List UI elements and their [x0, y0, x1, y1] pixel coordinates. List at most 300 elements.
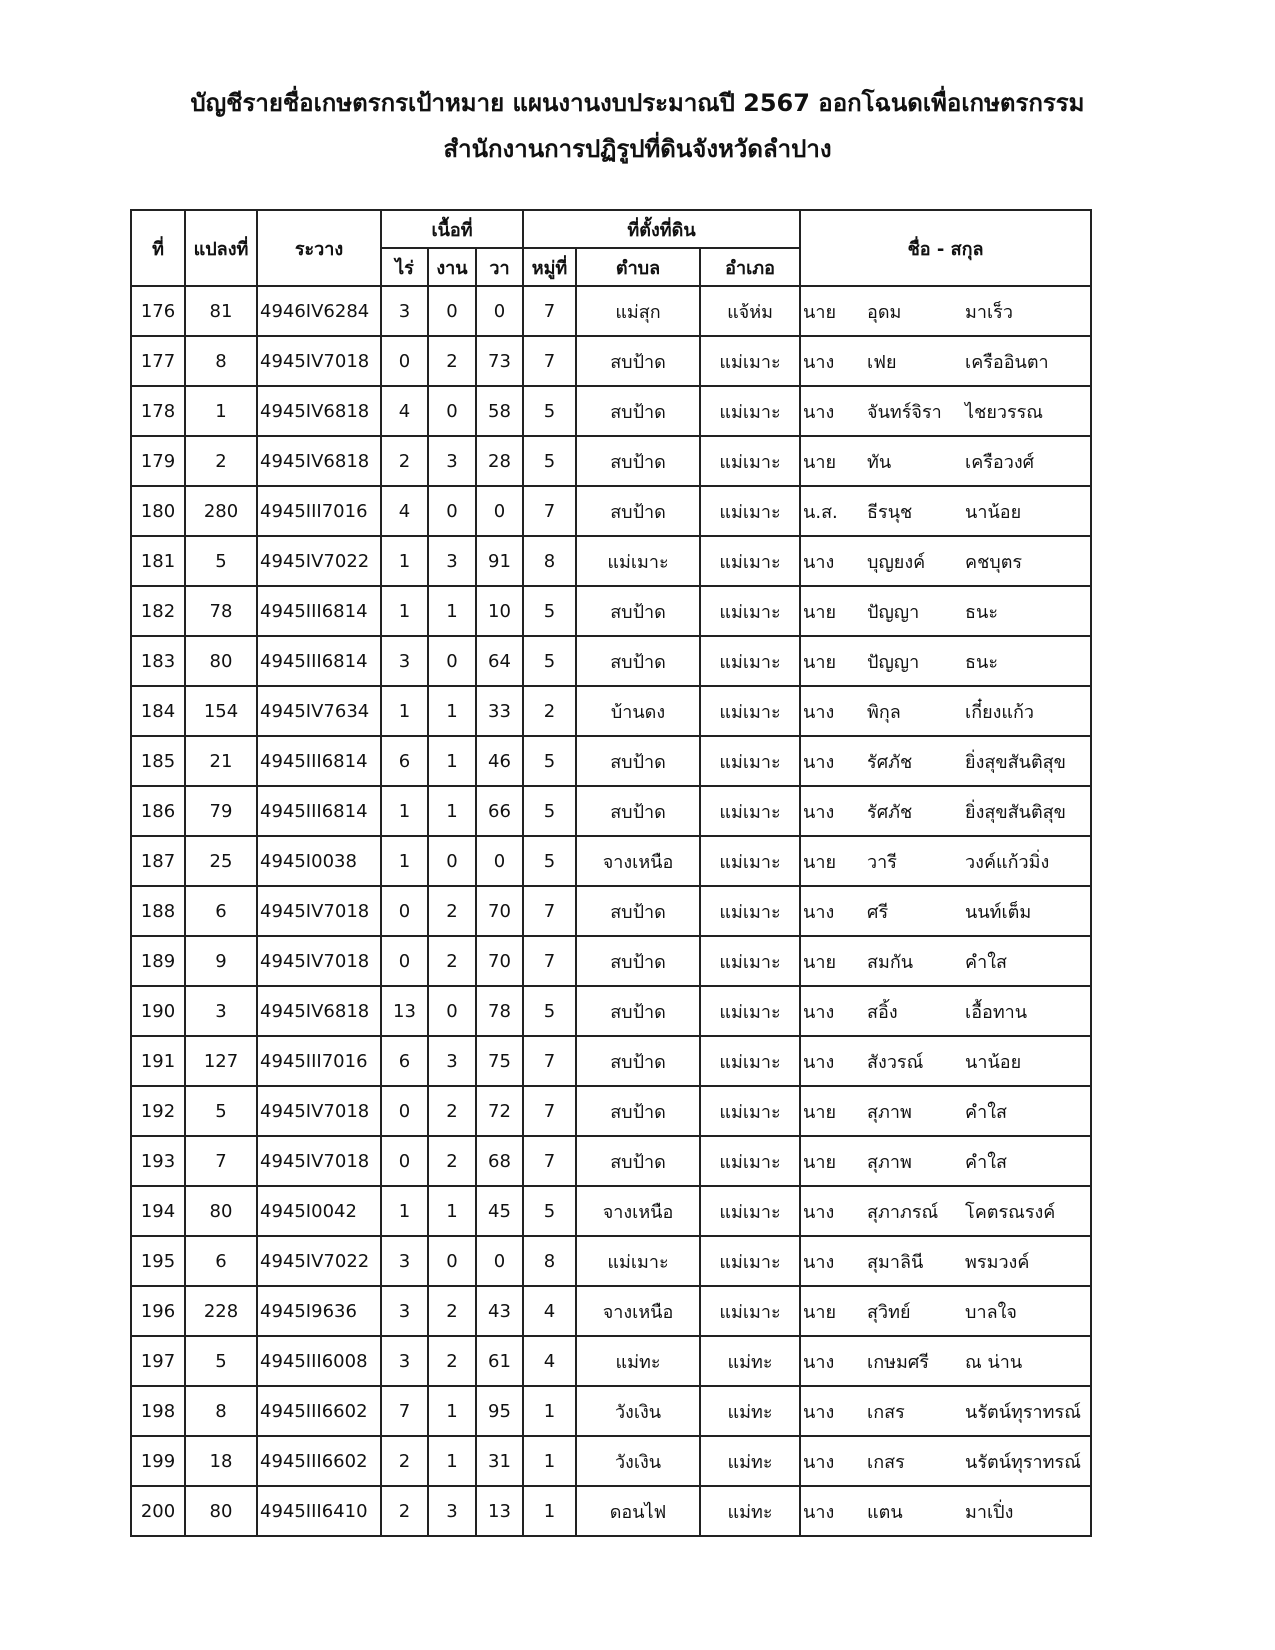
table-row: [131, 586, 1091, 636]
cell-moo: 7: [523, 336, 576, 386]
cell-wa: 0: [476, 486, 523, 536]
cell-tambon: วังเงิน: [576, 1386, 700, 1436]
cell-wa: 78: [476, 986, 523, 1036]
document-title: บัญชีรายชื่อเกษตรกรเป้าหมาย แผนงานงบประมาณปี 2567 ออกโฉนดเพื่อเกษตรกรรม: [190, 89, 1085, 117]
cell-tambon: สบป้าด: [576, 1086, 700, 1136]
cell-sheet: 4945III6602: [257, 1386, 381, 1436]
cell-amphoe: แม่เมาะ: [700, 486, 800, 536]
first-name: วารี: [867, 851, 897, 873]
table-row: [131, 1486, 1091, 1536]
cell-ngan: 0: [428, 986, 476, 1036]
cell-ngan: 3: [428, 1036, 476, 1086]
table-row: [131, 1336, 1091, 1386]
cell-tambon: สบป้าด: [576, 886, 700, 936]
cell-moo: 2: [523, 686, 576, 736]
table-row: [131, 536, 1091, 586]
cell-wa: 46: [476, 736, 523, 786]
cell-ngan: 1: [428, 686, 476, 736]
cell-tambon: สบป้าด: [576, 936, 700, 986]
last-name: คำใส: [965, 1101, 1007, 1123]
cell-tambon: สบป้าด: [576, 1036, 700, 1086]
last-name: เกี๋ยงแก้ว: [965, 701, 1035, 723]
cell-plot: 127: [185, 1036, 257, 1086]
name-prefix: นาง: [803, 351, 835, 373]
header-ngan: งาน: [428, 248, 476, 286]
last-name: บาลใจ: [965, 1301, 1017, 1323]
cell-tambon: สบป้าด: [576, 486, 700, 536]
cell-moo: 7: [523, 1136, 576, 1186]
cell-amphoe: แม่เมาะ: [700, 686, 800, 736]
cell-plot: 2: [185, 436, 257, 486]
cell-amphoe: แม่ทะ: [700, 1486, 800, 1536]
cell-sheet: 4945IV7018: [257, 886, 381, 936]
cell-sheet: 4945IV7018: [257, 336, 381, 386]
cell-amphoe: แม่เมาะ: [700, 886, 800, 936]
cell-amphoe: แม่เมาะ: [700, 1286, 800, 1336]
cell-amphoe: แม่เมาะ: [700, 1236, 800, 1286]
cell-amphoe: แม่เมาะ: [700, 436, 800, 486]
cell-plot: 1: [185, 386, 257, 436]
cell-plot: 8: [185, 336, 257, 386]
cell-no: 193: [131, 1136, 185, 1186]
cell-ngan: 2: [428, 1136, 476, 1186]
name-prefix: นาง: [803, 551, 835, 573]
table-row: [131, 1386, 1091, 1436]
table-row: [131, 286, 1091, 336]
cell-moo: 5: [523, 736, 576, 786]
first-name: เกษมศรี: [867, 1351, 929, 1373]
table-row: [131, 486, 1091, 536]
cell-amphoe: แม่ทะ: [700, 1386, 800, 1436]
cell-sheet: 4945III6602: [257, 1436, 381, 1486]
first-name: บุญยงค์: [867, 551, 926, 573]
cell-tambon: แม่ทะ: [576, 1336, 700, 1386]
cell-tambon: จางเหนือ: [576, 1186, 700, 1236]
cell-amphoe: แม่เมาะ: [700, 636, 800, 686]
table-row: [131, 936, 1091, 986]
cell-rai: 6: [381, 736, 428, 786]
cell-moo: 5: [523, 586, 576, 636]
cell-plot: 5: [185, 536, 257, 586]
cell-rai: 3: [381, 636, 428, 686]
cell-sheet: 4945III6814: [257, 786, 381, 836]
cell-wa: 64: [476, 636, 523, 686]
cell-sheet: 4945I9636: [257, 1286, 381, 1336]
last-name: ยิ่งสุขสันติสุข: [965, 801, 1066, 823]
cell-plot: 80: [185, 636, 257, 686]
first-name: รัศภัช: [867, 801, 913, 823]
cell-name: [800, 1286, 1091, 1336]
cell-amphoe: แม่เมาะ: [700, 986, 800, 1036]
cell-sheet: 4945III6008: [257, 1336, 381, 1386]
first-name: ปัญญา: [867, 601, 920, 623]
cell-sheet: 4945IV6818: [257, 386, 381, 436]
first-name: เกสร: [867, 1401, 905, 1423]
name-prefix: นาย: [803, 601, 837, 623]
cell-name: [800, 386, 1091, 436]
cell-no: 177: [131, 336, 185, 386]
cell-tambon: ดอนไฟ: [576, 1486, 700, 1536]
cell-no: 176: [131, 286, 185, 336]
cell-no: 179: [131, 436, 185, 486]
cell-ngan: 2: [428, 1086, 476, 1136]
cell-ngan: 0: [428, 1236, 476, 1286]
cell-plot: 81: [185, 286, 257, 336]
cell-name: [800, 886, 1091, 936]
cell-name: [800, 636, 1091, 686]
cell-sheet: 4945IV7018: [257, 1086, 381, 1136]
cell-sheet: 4946IV6284: [257, 286, 381, 336]
cell-name: [800, 686, 1091, 736]
last-name: นรัตน์ทุราทรณ์: [965, 1451, 1081, 1473]
cell-name: [800, 1336, 1091, 1386]
name-prefix: นาย: [803, 851, 837, 873]
first-name: รัศภัช: [867, 751, 913, 773]
header-rai: ไร่: [381, 248, 428, 286]
cell-no: 181: [131, 536, 185, 586]
cell-ngan: 0: [428, 486, 476, 536]
cell-name: [800, 1086, 1091, 1136]
cell-wa: 0: [476, 286, 523, 336]
cell-no: 178: [131, 386, 185, 436]
cell-moo: 5: [523, 1186, 576, 1236]
cell-no: 187: [131, 836, 185, 886]
cell-ngan: 0: [428, 636, 476, 686]
cell-rai: 3: [381, 1286, 428, 1336]
cell-no: 186: [131, 786, 185, 836]
cell-amphoe: แม่เมาะ: [700, 836, 800, 886]
first-name: สอิ้ง: [867, 1001, 898, 1023]
cell-amphoe: แม่ทะ: [700, 1436, 800, 1486]
cell-tambon: สบป้าด: [576, 586, 700, 636]
cell-tambon: สบป้าด: [576, 436, 700, 486]
cell-rai: 4: [381, 386, 428, 436]
cell-moo: 7: [523, 886, 576, 936]
cell-no: 195: [131, 1236, 185, 1286]
cell-sheet: 4945III6814: [257, 586, 381, 636]
cell-rai: 0: [381, 936, 428, 986]
name-prefix: นาย: [803, 1101, 837, 1123]
cell-moo: 7: [523, 1086, 576, 1136]
first-name: เฟย: [867, 351, 897, 373]
last-name: ธนะ: [965, 651, 999, 673]
cell-wa: 0: [476, 1236, 523, 1286]
cell-no: 189: [131, 936, 185, 986]
cell-name: [800, 286, 1091, 336]
cell-name: [800, 986, 1091, 1036]
table-row: [131, 686, 1091, 736]
name-prefix: นาง: [803, 1501, 835, 1523]
cell-plot: 25: [185, 836, 257, 886]
cell-wa: 68: [476, 1136, 523, 1186]
last-name: เอื้อทาน: [965, 1001, 1028, 1023]
cell-name: [800, 836, 1091, 886]
last-name: พรมวงค์: [965, 1251, 1030, 1273]
cell-rai: 3: [381, 1236, 428, 1286]
first-name: ปัญญา: [867, 651, 920, 673]
last-name: นาน้อย: [965, 501, 1022, 523]
cell-plot: 5: [185, 1336, 257, 1386]
cell-ngan: 0: [428, 836, 476, 886]
cell-wa: 70: [476, 886, 523, 936]
cell-rai: 13: [381, 986, 428, 1036]
first-name: ศรี: [867, 901, 889, 923]
cell-amphoe: แม่ทะ: [700, 1336, 800, 1386]
cell-plot: 79: [185, 786, 257, 836]
table-row: [131, 336, 1091, 386]
cell-rai: 6: [381, 1036, 428, 1086]
cell-amphoe: แม่เมาะ: [700, 586, 800, 636]
cell-wa: 58: [476, 386, 523, 436]
cell-amphoe: แม่เมาะ: [700, 936, 800, 986]
cell-amphoe: แม่เมาะ: [700, 786, 800, 836]
cell-moo: 1: [523, 1436, 576, 1486]
cell-name: [800, 936, 1091, 986]
last-name: ณ น่าน: [965, 1351, 1023, 1373]
cell-name: [800, 1486, 1091, 1536]
header-amphoe: อำเภอ: [700, 248, 800, 286]
cell-plot: 154: [185, 686, 257, 736]
cell-no: 197: [131, 1336, 185, 1386]
cell-ngan: 2: [428, 1336, 476, 1386]
table-row: [131, 386, 1091, 436]
cell-rai: 3: [381, 1336, 428, 1386]
cell-plot: 228: [185, 1286, 257, 1336]
cell-rai: 1: [381, 1186, 428, 1236]
cell-moo: 5: [523, 786, 576, 836]
header-location: ที่ตั้งที่ดิน: [523, 210, 800, 248]
cell-moo: 4: [523, 1286, 576, 1336]
cell-name: [800, 1136, 1091, 1186]
cell-plot: 7: [185, 1136, 257, 1186]
cell-moo: 8: [523, 536, 576, 586]
cell-moo: 8: [523, 1236, 576, 1286]
cell-tambon: แม่เมาะ: [576, 536, 700, 586]
table-row: [131, 636, 1091, 686]
cell-ngan: 3: [428, 536, 476, 586]
cell-tambon: สบป้าด: [576, 1136, 700, 1186]
cell-plot: 8: [185, 1386, 257, 1436]
name-prefix: นาย: [803, 651, 837, 673]
name-prefix: นาง: [803, 901, 835, 923]
last-name: มาเร็ว: [965, 301, 1013, 323]
cell-amphoe: แม่เมาะ: [700, 386, 800, 436]
cell-amphoe: แม่เมาะ: [700, 1186, 800, 1236]
cell-name: [800, 1236, 1091, 1286]
cell-ngan: 2: [428, 336, 476, 386]
cell-amphoe: แม่เมาะ: [700, 1036, 800, 1086]
table-row: [131, 1186, 1091, 1236]
cell-tambon: สบป้าด: [576, 636, 700, 686]
cell-wa: 28: [476, 436, 523, 486]
header-moo: หมู่ที่: [523, 248, 576, 286]
name-prefix: นาง: [803, 801, 835, 823]
cell-rai: 4: [381, 486, 428, 536]
cell-rai: 0: [381, 1136, 428, 1186]
table-body: [131, 286, 1091, 1536]
first-name: สุภาภรณ์: [867, 1201, 939, 1223]
first-name: จันทร์จิรา: [867, 401, 942, 423]
name-prefix: นาง: [803, 701, 835, 723]
table-row: [131, 786, 1091, 836]
cell-sheet: 4945IV7018: [257, 936, 381, 986]
cell-sheet: 4945III6814: [257, 736, 381, 786]
cell-tambon: จางเหนือ: [576, 836, 700, 886]
cell-no: 191: [131, 1036, 185, 1086]
cell-wa: 43: [476, 1286, 523, 1336]
cell-sheet: 4945IV6818: [257, 986, 381, 1036]
cell-no: 194: [131, 1186, 185, 1236]
cell-no: 200: [131, 1486, 185, 1536]
last-name: เครืออินตา: [965, 351, 1049, 373]
name-prefix: นาย: [803, 1151, 837, 1173]
table-row: [131, 736, 1091, 786]
cell-no: 190: [131, 986, 185, 1036]
cell-ngan: 1: [428, 736, 476, 786]
first-name: ธีรนุช: [867, 501, 913, 523]
cell-wa: 10: [476, 586, 523, 636]
cell-tambon: แม่เมาะ: [576, 1236, 700, 1286]
cell-sheet: 4945I0038: [257, 836, 381, 886]
cell-sheet: 4945I0042: [257, 1186, 381, 1236]
cell-wa: 95: [476, 1386, 523, 1436]
cell-tambon: แม่สุก: [576, 286, 700, 336]
cell-no: 185: [131, 736, 185, 786]
cell-sheet: 4945IV6818: [257, 436, 381, 486]
cell-rai: 2: [381, 1486, 428, 1536]
cell-name: [800, 536, 1091, 586]
cell-name: [800, 1186, 1091, 1236]
cell-amphoe: แม่เมาะ: [700, 336, 800, 386]
cell-moo: 1: [523, 1386, 576, 1436]
cell-wa: 73: [476, 336, 523, 386]
name-prefix: นาย: [803, 1301, 837, 1323]
first-name: แตน: [867, 1501, 903, 1523]
last-name: คำใส: [965, 1151, 1007, 1173]
last-name: คชบุตร: [965, 551, 1023, 573]
cell-tambon: สบป้าด: [576, 986, 700, 1036]
first-name: สุภาพ: [867, 1101, 912, 1123]
header-plot: แปลงที่: [185, 210, 257, 286]
cell-ngan: 3: [428, 436, 476, 486]
cell-wa: 91: [476, 536, 523, 586]
cell-ngan: 3: [428, 1486, 476, 1536]
header-name: ชื่อ - สกุล: [800, 210, 1091, 286]
cell-wa: 45: [476, 1186, 523, 1236]
name-prefix: น.ส.: [803, 501, 838, 523]
cell-wa: 33: [476, 686, 523, 736]
cell-plot: 5: [185, 1086, 257, 1136]
cell-rai: 0: [381, 1086, 428, 1136]
cell-rai: 2: [381, 1436, 428, 1486]
name-prefix: นาง: [803, 1051, 835, 1073]
first-name: สุภาพ: [867, 1151, 912, 1173]
cell-sheet: 4945III6410: [257, 1486, 381, 1536]
last-name: นรัตน์ทุราทรณ์: [965, 1401, 1081, 1423]
cell-no: 199: [131, 1436, 185, 1486]
header-no: ที่: [131, 210, 185, 286]
cell-ngan: 1: [428, 1186, 476, 1236]
cell-rai: 0: [381, 336, 428, 386]
name-prefix: นาง: [803, 751, 835, 773]
cell-sheet: 4945III6814: [257, 636, 381, 686]
cell-wa: 61: [476, 1336, 523, 1386]
cell-wa: 75: [476, 1036, 523, 1086]
table-row: [131, 1286, 1091, 1336]
cell-plot: 280: [185, 486, 257, 536]
cell-plot: 21: [185, 736, 257, 786]
table-row: [131, 1236, 1091, 1286]
cell-rai: 1: [381, 536, 428, 586]
cell-no: 188: [131, 886, 185, 936]
cell-plot: 6: [185, 1236, 257, 1286]
cell-ngan: 1: [428, 786, 476, 836]
cell-ngan: 1: [428, 1436, 476, 1486]
cell-plot: 80: [185, 1486, 257, 1536]
header-tambon: ตำบล: [576, 248, 700, 286]
table-row: [131, 1436, 1091, 1486]
cell-moo: 7: [523, 286, 576, 336]
name-prefix: นาย: [803, 301, 837, 323]
farmer-table: [130, 209, 1092, 1537]
first-name: อุดม: [867, 301, 902, 323]
cell-name: [800, 336, 1091, 386]
cell-moo: 5: [523, 836, 576, 886]
cell-tambon: สบป้าด: [576, 386, 700, 436]
cell-moo: 7: [523, 936, 576, 986]
first-name: ทัน: [867, 451, 892, 473]
cell-plot: 18: [185, 1436, 257, 1486]
name-prefix: นาง: [803, 1251, 835, 1273]
last-name: ยิ่งสุขสันติสุข: [965, 751, 1066, 773]
cell-tambon: สบป้าด: [576, 336, 700, 386]
table-row: [131, 1086, 1091, 1136]
cell-moo: 4: [523, 1336, 576, 1386]
cell-ngan: 0: [428, 386, 476, 436]
cell-rai: 1: [381, 686, 428, 736]
name-prefix: นาย: [803, 951, 837, 973]
first-name: สุวิทย์: [867, 1301, 911, 1323]
cell-moo: 7: [523, 486, 576, 536]
table-row: [131, 886, 1091, 936]
cell-sheet: 4945IV7022: [257, 536, 381, 586]
cell-tambon: สบป้าด: [576, 786, 700, 836]
cell-moo: 5: [523, 636, 576, 686]
cell-wa: 0: [476, 836, 523, 886]
table-row: [131, 986, 1091, 1036]
cell-name: [800, 736, 1091, 786]
cell-name: [800, 436, 1091, 486]
cell-wa: 72: [476, 1086, 523, 1136]
last-name: ธนะ: [965, 601, 999, 623]
cell-tambon: สบป้าด: [576, 736, 700, 786]
cell-rai: 0: [381, 886, 428, 936]
header-area: เนื้อที่: [381, 210, 523, 248]
cell-moo: 5: [523, 986, 576, 1036]
cell-no: 180: [131, 486, 185, 536]
table-row: [131, 436, 1091, 486]
cell-moo: 5: [523, 436, 576, 486]
name-prefix: นาง: [803, 1201, 835, 1223]
cell-name: [800, 1436, 1091, 1486]
cell-ngan: 1: [428, 586, 476, 636]
cell-name: [800, 1036, 1091, 1086]
first-name: สมกัน: [867, 951, 914, 973]
first-name: สังวรณ์: [867, 1051, 924, 1073]
cell-sheet: 4945IV7018: [257, 1136, 381, 1186]
cell-no: 183: [131, 636, 185, 686]
cell-rai: 2: [381, 436, 428, 486]
